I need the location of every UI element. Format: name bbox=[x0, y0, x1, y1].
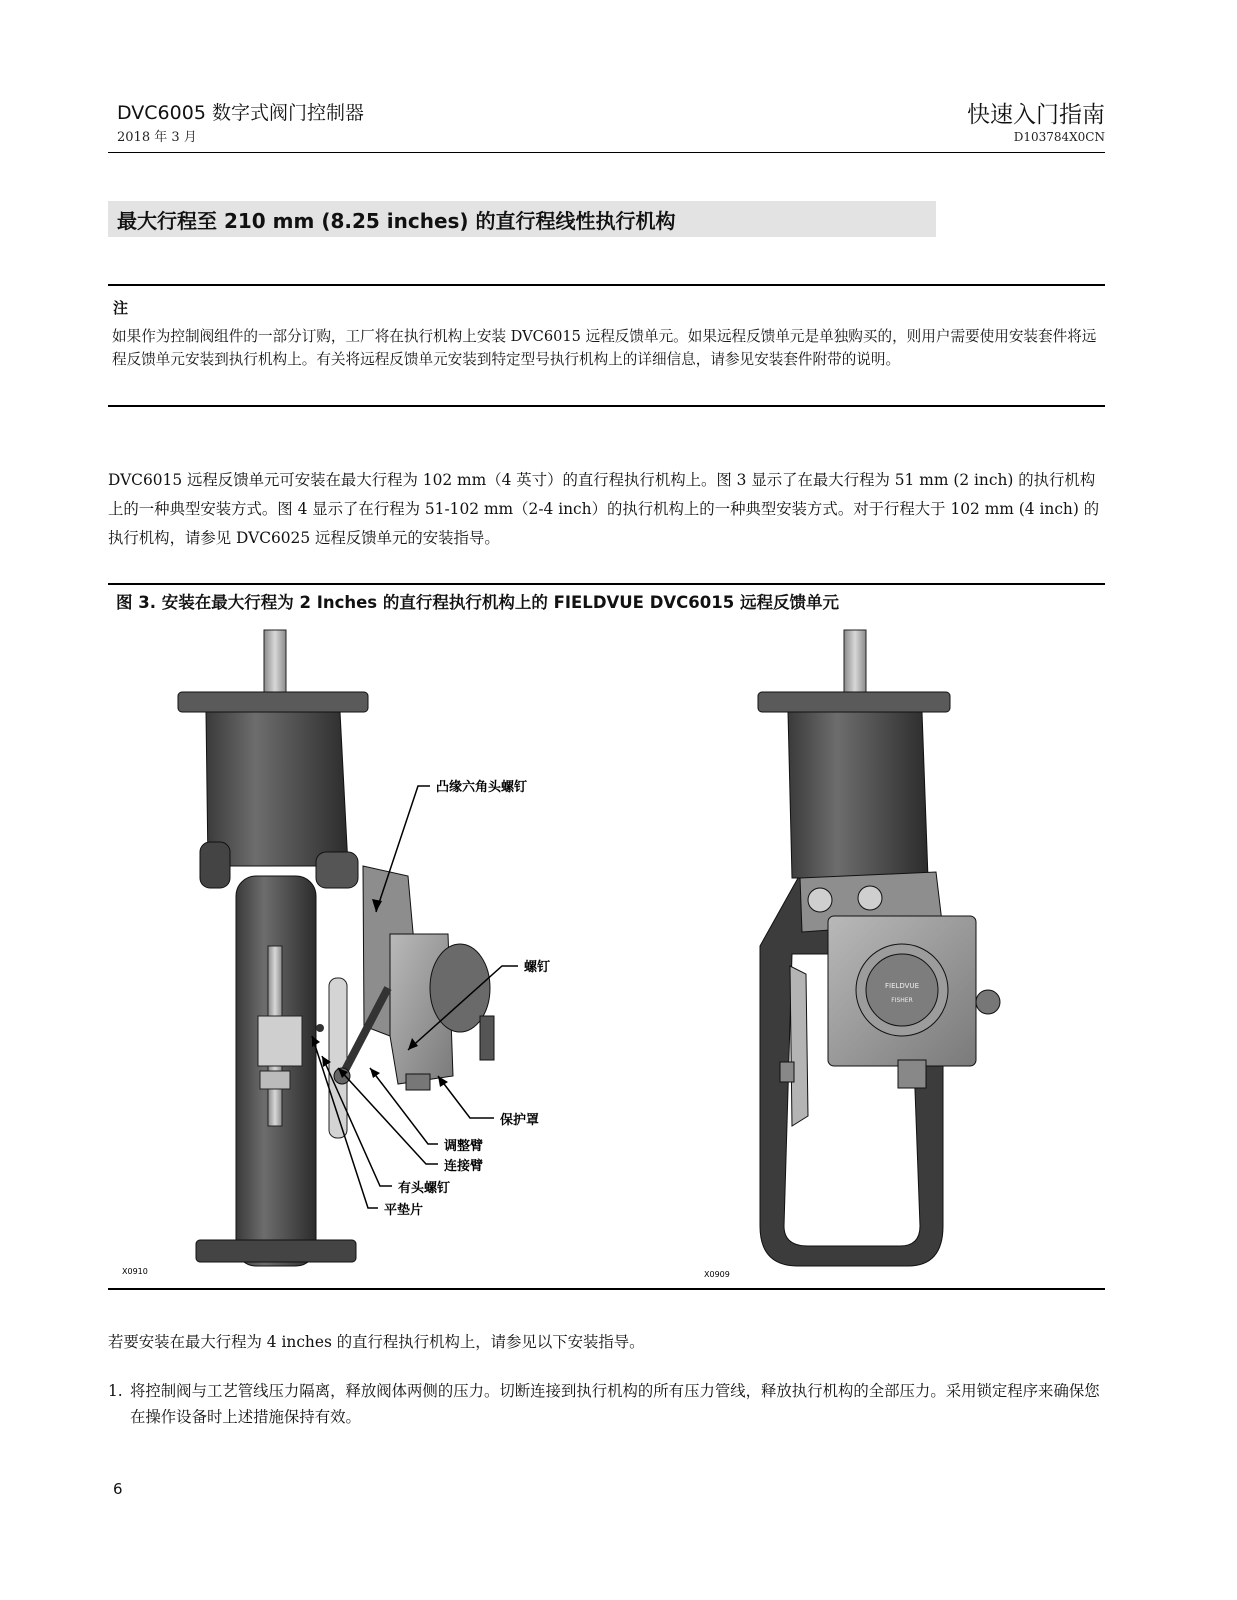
page-number: 6 bbox=[113, 1480, 123, 1498]
figure-top-rule bbox=[108, 583, 1105, 585]
right-actuator-drawing bbox=[758, 630, 1000, 1266]
fieldvue-logo-text: FIELDVUE bbox=[884, 982, 920, 990]
note-bottom-rule bbox=[108, 405, 1105, 407]
callout-screw: 螺钉 bbox=[524, 960, 551, 975]
callout-connect-arm: 连接臂 bbox=[444, 1159, 484, 1174]
header-divider bbox=[108, 152, 1105, 153]
note-label: 注 bbox=[113, 299, 129, 317]
note-top-rule bbox=[108, 284, 1105, 286]
figure-title: 图 3. 安装在最大行程为 2 Inches 的直行程执行机构上的 FIELDVUE DVC6015 远程反馈单元 bbox=[116, 593, 839, 612]
document-title: DVC6005 数字式阀门控制器 bbox=[117, 102, 364, 124]
document-date: 2018 年 3 月 bbox=[117, 130, 197, 145]
callout-adjust-arm: 调整臂 bbox=[444, 1139, 484, 1154]
fisher-logo-text: FISHER bbox=[891, 997, 913, 1004]
step-number: 1. bbox=[108, 1382, 123, 1400]
callout-cap-screw: 有头螺钉 bbox=[398, 1181, 451, 1196]
document-number: D103784X0CN bbox=[1013, 130, 1105, 144]
note-body: 如果作为控制阀组件的一部分订购，工厂将在执行机构上安装 DVC6015 远程反馈单元。如果远程反馈单元是单独购买的，则用户需要使用安装套件将远程反馈单元安装到执行机构上。有关将远程反馈单元安装到特定型号执行机构上的详细信息，请参见安装套件附带的说明。 bbox=[112, 328, 1097, 368]
callout-washer: 平垫片 bbox=[384, 1203, 424, 1218]
callout-cover: 保护罩 bbox=[500, 1113, 540, 1128]
section-heading-box bbox=[108, 201, 936, 237]
left-figure-id: X0910 bbox=[122, 1267, 148, 1276]
right-figure-id: X0909 bbox=[704, 1270, 730, 1279]
figure-bottom-rule bbox=[108, 1288, 1105, 1290]
guide-title: 快速入门指南 bbox=[967, 102, 1105, 128]
section-heading: 最大行程至 210 mm (8.25 inches) 的直行程线性执行机构 bbox=[117, 209, 676, 233]
after-figure-text: 若要安装在最大行程为 4 inches 的直行程执行机构上，请参见以下安装指导。 bbox=[108, 1333, 645, 1351]
figure-illustration bbox=[108, 616, 1105, 1286]
callout-flange-screw: 凸缘六角头螺钉 bbox=[436, 780, 528, 795]
step-text: 将控制阀与工艺管线压力隔离，释放阀体两侧的压力。切断连接到执行机构的所有压力管线，释放执行机构的全部压力。采用锁定程序来确保您在操作设备时上述措施保持有效。 bbox=[130, 1382, 1100, 1426]
intro-paragraph: DVC6015 远程反馈单元可安装在最大行程为 102 mm（4 英寸）的直行程执行机构上。图 3 显示了在最大行程为 51 mm (2 inch) 的执行机构上的一种典型安装方式。图 4 显示了在行程为 51-102 mm（2-4 inch）的执行机构上的一种典型安装方式。对于行程大于 102 mm (4 inch) 的执行机构，请参见 DVC6025 远程反馈单元的安装指导。 bbox=[108, 471, 1100, 547]
